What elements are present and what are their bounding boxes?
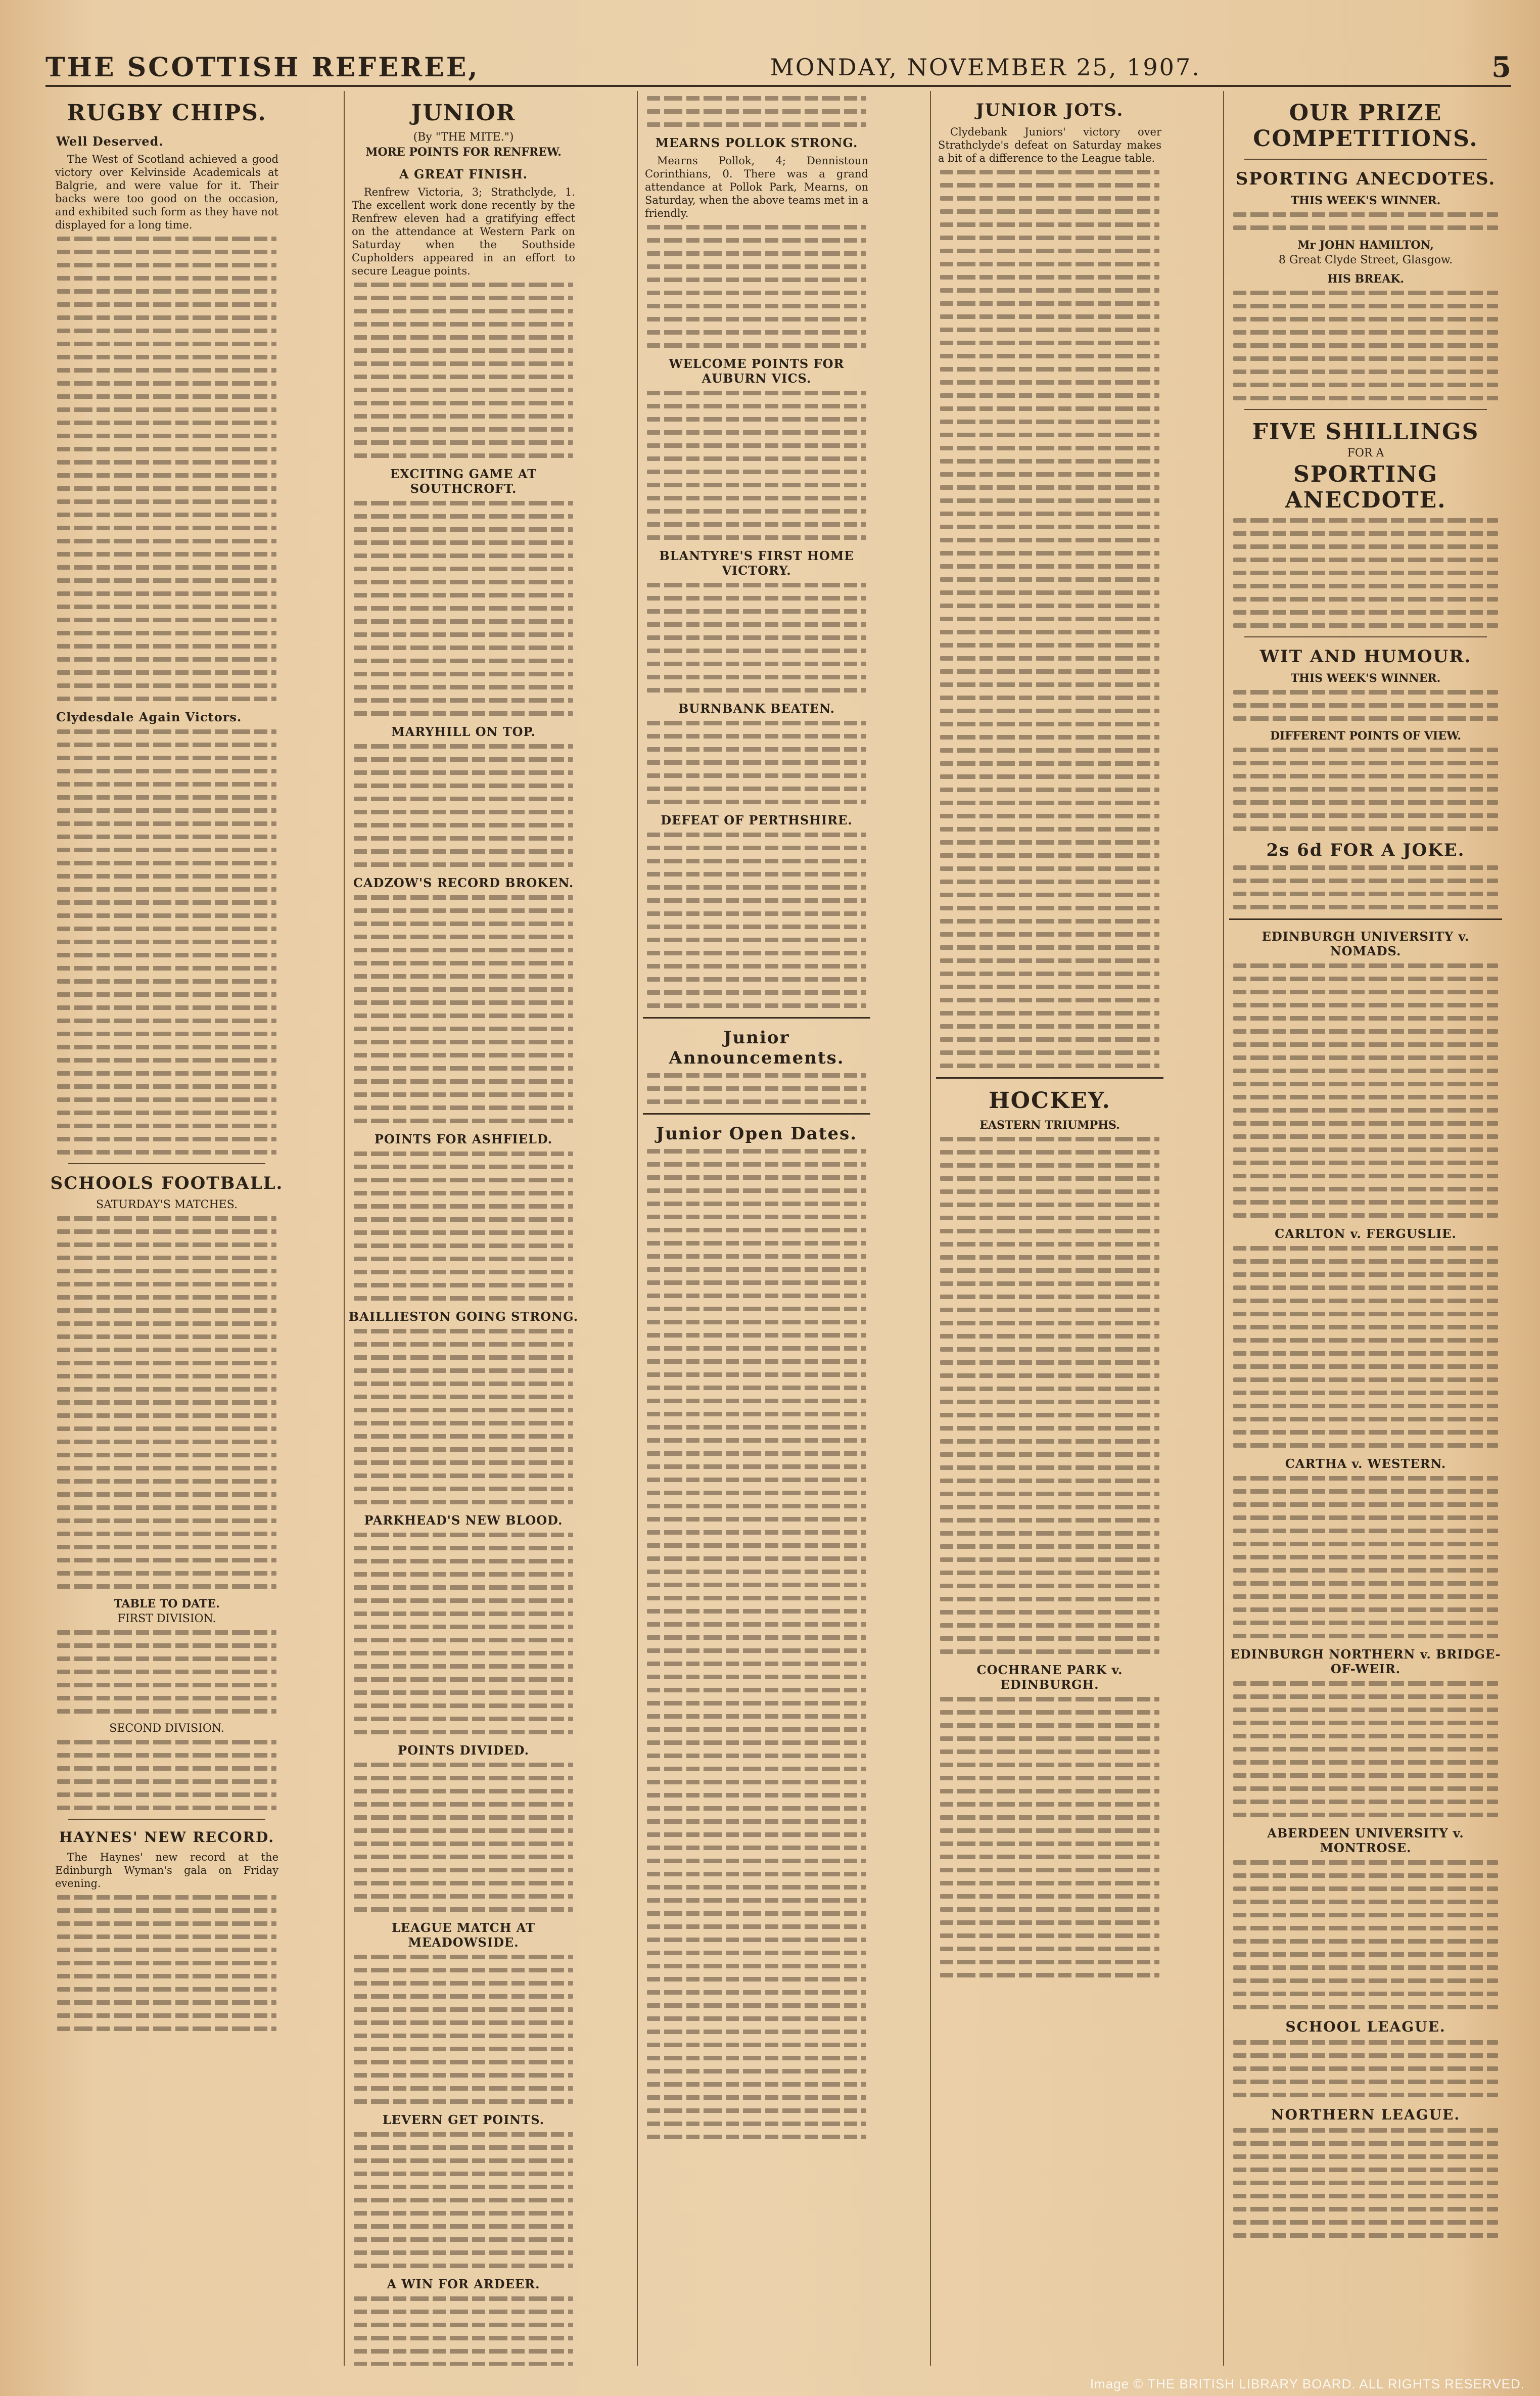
for-a-label: FOR A xyxy=(1347,447,1384,459)
section-heading: PARKHEAD'S NEW BLOOD. xyxy=(364,1513,563,1528)
section-heading: EDINBURGH UNIVERSITY v. NOMADS. xyxy=(1262,929,1470,958)
junior-heading: JUNIOR xyxy=(411,100,516,126)
five-shillings-heading: FIVE SHILLINGS xyxy=(1252,419,1479,445)
text-block xyxy=(57,729,276,1155)
section-heading: CARTHA v. WESTERN. xyxy=(1285,1456,1446,1471)
section-heading: POINTS FOR ASHFIELD. xyxy=(374,1132,553,1146)
text-block xyxy=(647,833,866,1008)
column-prize xyxy=(1223,91,1507,2366)
joke-heading: 2s 6d FOR A JOKE. xyxy=(1266,840,1465,860)
text-block xyxy=(354,895,573,1123)
text-block xyxy=(354,283,573,458)
announcements-heading: Junior Announcements. xyxy=(669,1028,845,1068)
text-block xyxy=(354,2132,573,2268)
column-junior-jots xyxy=(930,91,1169,2366)
section-heading: ABERDEEN UNIVERSITY v. MONTROSE. xyxy=(1267,1826,1464,1855)
section-heading: WELCOME POINTS FOR AUBURN VICS. xyxy=(669,356,845,386)
text-block xyxy=(354,1533,573,1734)
sporting-anecdote-heading: SPORTING ANECDOTE. xyxy=(1285,462,1446,513)
clydesdale-subhead: Clydesdale Again Victors. xyxy=(56,710,242,724)
kicker: MORE POINTS FOR RENFREW. xyxy=(365,146,562,159)
section-heading: CARLTON v. FERGUSLIE. xyxy=(1275,1226,1457,1241)
winner-address: 8 Great Clyde Street, Glasgow. xyxy=(1278,254,1453,266)
mearns-para: Mearns Pollok, 4; Dennistoun Corinthians, 0. There was a grand attendance at Pollok Park, Mearns, on Saturday, when the above teams met in a friendly. xyxy=(645,155,868,219)
divider xyxy=(1229,918,1502,920)
schools-subhead: SATURDAY'S MATCHES. xyxy=(96,1199,238,1211)
text-block xyxy=(354,1955,573,2104)
table-block xyxy=(57,1630,276,1714)
wit-heading: WIT AND HUMOUR. xyxy=(1259,647,1472,667)
section-heading: MEARNS POLLOK STRONG. xyxy=(655,135,858,150)
sporting-heading: SPORTING ANECDOTES. xyxy=(1235,169,1496,189)
text-block xyxy=(647,1149,866,2139)
rugby-chips-heading: RUGBY CHIPS. xyxy=(67,100,267,126)
text-block xyxy=(1233,518,1498,628)
text-block xyxy=(647,96,866,127)
rugby-para-1: The West of Scotland achieved a good victory over Kelvinside Academicals at Balgrie, and were value for it. Their backs were too good on the occasion, and exhibited such form as they have not displayed for a long time. xyxy=(55,153,278,231)
schools-heading: SCHOOLS FOOTBALL. xyxy=(50,1173,284,1193)
break-title: HIS BREAK. xyxy=(1327,272,1405,286)
text-block xyxy=(57,1216,276,1589)
divider xyxy=(1244,159,1487,160)
table-block xyxy=(57,1740,276,1810)
text-block xyxy=(1233,865,1498,909)
text-block xyxy=(1233,690,1498,721)
section-heading: CADZOW'S RECORD BROKEN. xyxy=(353,876,574,890)
hockey-heading: HOCKEY. xyxy=(989,1088,1111,1114)
text-block xyxy=(647,391,866,540)
table-block xyxy=(1233,2128,1498,2238)
section-heading: BURNBANK BEATEN. xyxy=(678,701,835,716)
text-block xyxy=(647,583,866,693)
text-block xyxy=(1233,212,1498,230)
text-block xyxy=(354,501,573,716)
different-points-heading: DIFFERENT POINTS OF VIEW. xyxy=(1270,729,1462,743)
page-number: 5 xyxy=(1491,51,1511,84)
text-block xyxy=(1233,2040,1498,2097)
divider xyxy=(643,1017,870,1019)
wit-winner-label: THIS WEEK'S WINNER. xyxy=(1290,672,1441,685)
text-block xyxy=(1233,291,1498,400)
text-block xyxy=(940,1137,1159,1654)
divider xyxy=(643,1113,870,1115)
divider xyxy=(936,1077,1163,1079)
text-block xyxy=(1233,748,1498,831)
open-dates-heading: Junior Open Dates. xyxy=(656,1124,858,1144)
section-heading: COCHRANE PARK v. EDINBURGH. xyxy=(976,1663,1123,1692)
text-block xyxy=(354,744,573,867)
text-block xyxy=(1233,963,1498,1218)
copyright-footer: Image © THE BRITISH LIBRARY BOARD. ALL RIGHTS RESERVED. xyxy=(1090,2376,1525,2391)
section-heading: EXCITING GAME AT SOUTHCROFT. xyxy=(390,467,537,496)
school-league-heading: SCHOOL LEAGUE. xyxy=(1285,2018,1446,2035)
divider xyxy=(1244,409,1487,410)
junior-jots-heading: JUNIOR JOTS. xyxy=(975,100,1124,120)
winner-label: THIS WEEK'S WINNER. xyxy=(1290,194,1441,207)
section-heading: MARYHILL ON TOP. xyxy=(391,724,536,739)
haynes-para: The Haynes' new record at the Edinburgh Wyman's gala on Friday evening. xyxy=(55,1851,278,1890)
section-heading: BAILLIESTON GOING STRONG. xyxy=(348,1309,579,1324)
column-junior-cont xyxy=(637,91,875,2366)
text-block xyxy=(940,170,1159,1068)
winner-name: Mr JOHN HAMILTON, xyxy=(1297,239,1434,252)
haynes-heading: HAYNES' NEW RECORD. xyxy=(59,1829,274,1846)
text-block xyxy=(647,721,866,804)
text-block xyxy=(57,237,276,701)
text-block xyxy=(354,1151,573,1301)
masthead-date: MONDAY, NOVEMBER 25, 1907. xyxy=(770,54,1201,81)
masthead-title: THE SCOTTISH REFEREE, xyxy=(45,52,480,83)
column-rugby xyxy=(48,91,286,2366)
well-deserved-subhead: Well Deserved. xyxy=(56,134,164,149)
text-block xyxy=(1233,1860,1498,2009)
divider xyxy=(68,1819,265,1820)
junior-para-1: Renfrew Victoria, 3; Strathclyde, 1. The excellent work done recently by the Renfrew eleven had a gratifying effect on the attendance at Western Park on Saturday when the Southside Cupholders appeared in an effort to secure League points. xyxy=(352,186,575,277)
text-block xyxy=(1233,1681,1498,1817)
section-heading: LEAGUE MATCH AT MEADOWSIDE. xyxy=(392,1920,535,1950)
section-heading: EDINBURGH NORTHERN v. BRIDGE-OF-WEIR. xyxy=(1230,1647,1501,1676)
text-block xyxy=(354,1763,573,1912)
section-heading: DEFEAT OF PERTHSHIRE. xyxy=(661,813,853,827)
masthead xyxy=(45,50,1511,87)
text-block xyxy=(940,1697,1159,1977)
second-division-label: SECOND DIVISION. xyxy=(109,1722,224,1735)
section-heading: A WIN FOR ARDEER. xyxy=(387,2277,540,2291)
text-block xyxy=(647,225,866,348)
jots-para: Clydebank Juniors' victory over Strathclyde's defeat on Saturday makes a bit of a difference to the League table. xyxy=(938,126,1161,164)
text-block xyxy=(647,1073,866,1104)
section-heading: A GREAT FINISH. xyxy=(399,167,528,181)
divider xyxy=(68,1163,265,1164)
section-heading: POINTS DIVIDED. xyxy=(398,1743,529,1758)
section-heading: BLANTYRE'S FIRST HOME VICTORY. xyxy=(659,548,854,578)
column-junior xyxy=(344,91,582,2366)
byline: (By "THE MITE.") xyxy=(413,131,514,144)
text-block xyxy=(354,2296,573,2366)
hockey-subhead: EASTERN TRIUMPHS. xyxy=(979,1119,1120,1132)
first-division-label: FIRST DIVISION. xyxy=(117,1612,216,1625)
text-block xyxy=(1233,1246,1498,1448)
text-block xyxy=(354,1329,573,1504)
divider xyxy=(1244,636,1487,637)
section-heading: LEVERN GET POINTS. xyxy=(382,2112,545,2127)
prize-heading: OUR PRIZE COMPETITIONS. xyxy=(1253,100,1478,152)
table-heading: TABLE TO DATE. xyxy=(114,1597,220,1610)
northern-league-heading: NORTHERN LEAGUE. xyxy=(1271,2106,1461,2123)
text-block xyxy=(57,1895,276,2031)
columns xyxy=(48,91,1511,2366)
text-block xyxy=(1233,1476,1498,1638)
